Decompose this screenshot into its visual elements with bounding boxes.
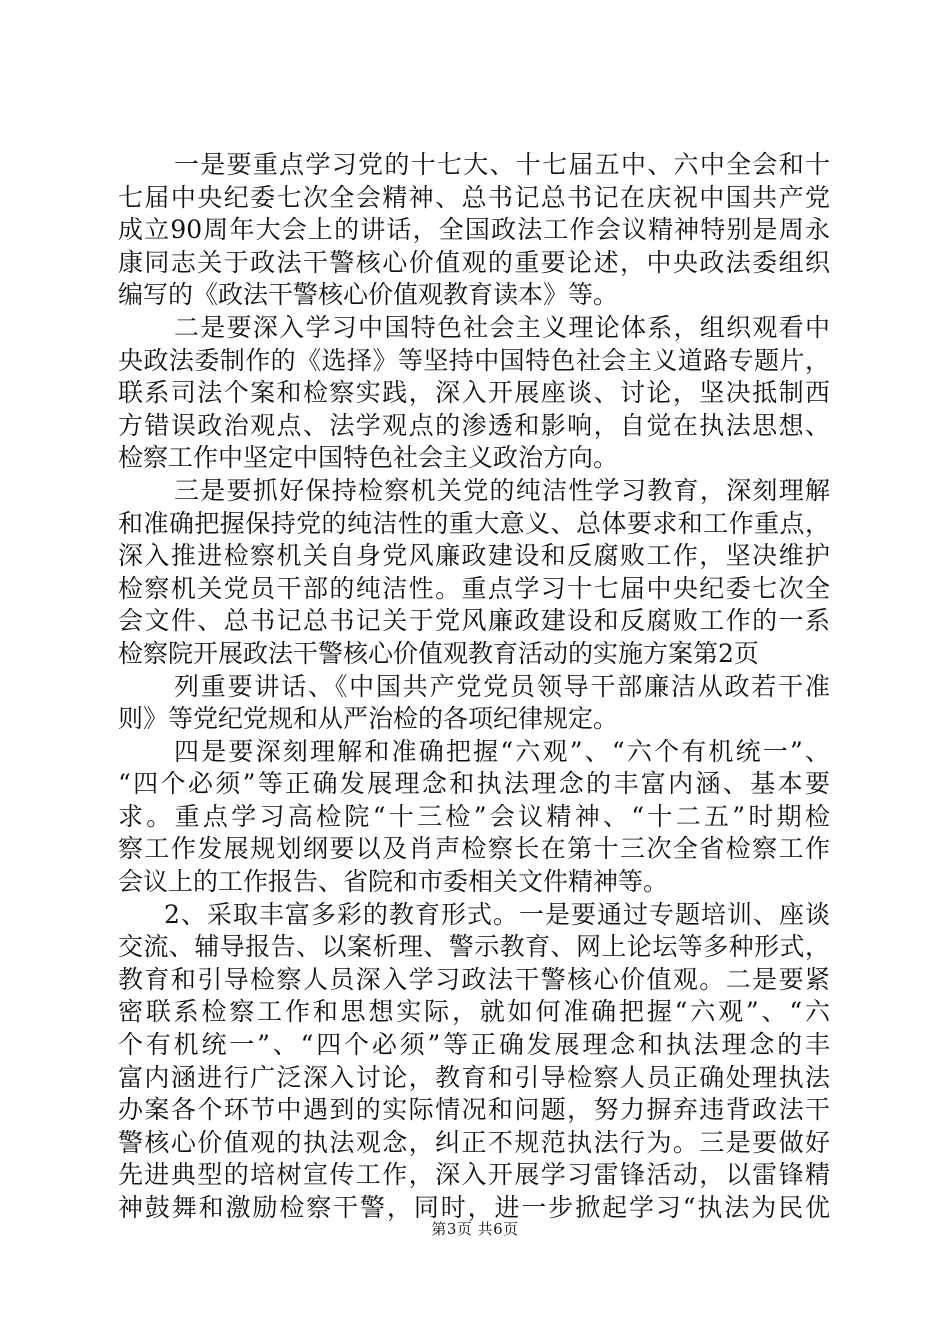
body-text-line: “四个必须”等正确发展理念和执法理念的丰富内涵、基本要 xyxy=(118,769,830,799)
body-text-line: 办案各个环节中遇到的实际情况和问题，努力摒弃违背政法干 xyxy=(118,1095,830,1125)
body-text-line: 警核心价值观的执法观念，纠正不规范执法行为。三是要做好 xyxy=(118,1127,830,1157)
body-text-line: 富内涵进行广泛深入讨论，教育和引导检察人员正确处理执法 xyxy=(118,1062,830,1092)
body-text-line: 教育和引导检察人员深入学习政法干警核心价值观。二是要紧 xyxy=(118,964,830,994)
body-text-line: 会议上的工作报告、省院和市委相关文件精神等。 xyxy=(118,867,669,897)
page-footer: 第3页 共6页 xyxy=(431,1220,519,1238)
body-text-line: 检察工作中坚定中国特色社会主义政治方向。 xyxy=(118,443,619,473)
body-text-line: 方错误政治观点、法学观点的渗透和影响，自觉在执法思想、 xyxy=(118,410,830,440)
body-text-line: 四是要深刻理解和准确把握“六观”、“六个有机统一”、 xyxy=(174,736,830,766)
body-text-line: 编写的《政法干警核心价值观教育读本》等。 xyxy=(118,280,619,310)
body-text-line: 央政法委制作的《选择》等坚持中国特色社会主义道路专题片， xyxy=(118,345,830,375)
body-text-line: 康同志关于政法干警核心价值观的重要论述，中央政法委组织 xyxy=(118,247,830,277)
body-text-line: 察工作发展规划纲要以及肖声检察长在第十三次全省检察工作 xyxy=(118,834,830,864)
body-text-line: 则》等党纪党规和从严治检的各项纪律规定。 xyxy=(118,704,619,734)
body-text-line: 二是要深入学习中国特色社会主义理论体系，组织观看中 xyxy=(174,312,830,342)
body-text-line: 七届中央纪委七次全会精神、总书记总书记在庆祝中国共产党 xyxy=(118,182,830,212)
body-text-line: 2、采取丰富多彩的教育形式。一是要通过专题培训、座谈 xyxy=(164,899,830,929)
body-text-line: 列重要讲话、《中国共产党党员领导干部廉洁从政若干准 xyxy=(174,671,830,701)
body-text-line: 联系司法个案和检察实践，深入开展座谈、讨论，坚决抵制西 xyxy=(118,378,830,408)
body-text-line: 和准确把握保持党的纯洁性的重大意义、总体要求和工作重点， xyxy=(118,508,830,538)
body-text-line: 检察机关党员干部的纯洁性。重点学习十七届中央纪委七次全 xyxy=(118,573,830,603)
body-text-line: 一是要重点学习党的十七大、十七届五中、六中全会和十 xyxy=(174,150,830,179)
body-text-line: 深入推进检察机关自身党风廉政建设和反腐败工作，坚决维护 xyxy=(118,541,830,571)
body-text-line: 求。重点学习高检院“十三检”会议精神、“十二五”时期检 xyxy=(118,801,830,831)
body-text-line: 检察院开展政法干警核心价值观教育活动的实施方案第2页 xyxy=(118,638,759,668)
body-text-line: 会文件、总书记总书记关于党风廉政建设和反腐败工作的一系 xyxy=(118,606,830,636)
body-text-line: 密联系检察工作和思想实际，就如何准确把握“六观”、“六 xyxy=(118,997,830,1027)
body-text-line: 交流、辅导报告、以案析理、警示教育、网上论坛等多种形式， xyxy=(118,932,830,962)
document-body xyxy=(118,149,830,1225)
body-text-line: 个有机统一”、“四个必须”等正确发展理念和执法理念的丰 xyxy=(118,1030,830,1060)
body-text-line: 先进典型的培树宣传工作，深入开展学习雷锋活动，以雷锋精 xyxy=(118,1160,830,1190)
body-text-line: 三是要抓好保持检察机关党的纯洁性学习教育，深刻理解 xyxy=(174,475,830,505)
body-text-line: 神鼓舞和激励检察干警，同时，进一步掀起学习“执法为民优 xyxy=(118,1193,830,1222)
body-text-line: 成立90周年大会上的讲话，全国政法工作会议精神特别是周永 xyxy=(118,215,830,245)
